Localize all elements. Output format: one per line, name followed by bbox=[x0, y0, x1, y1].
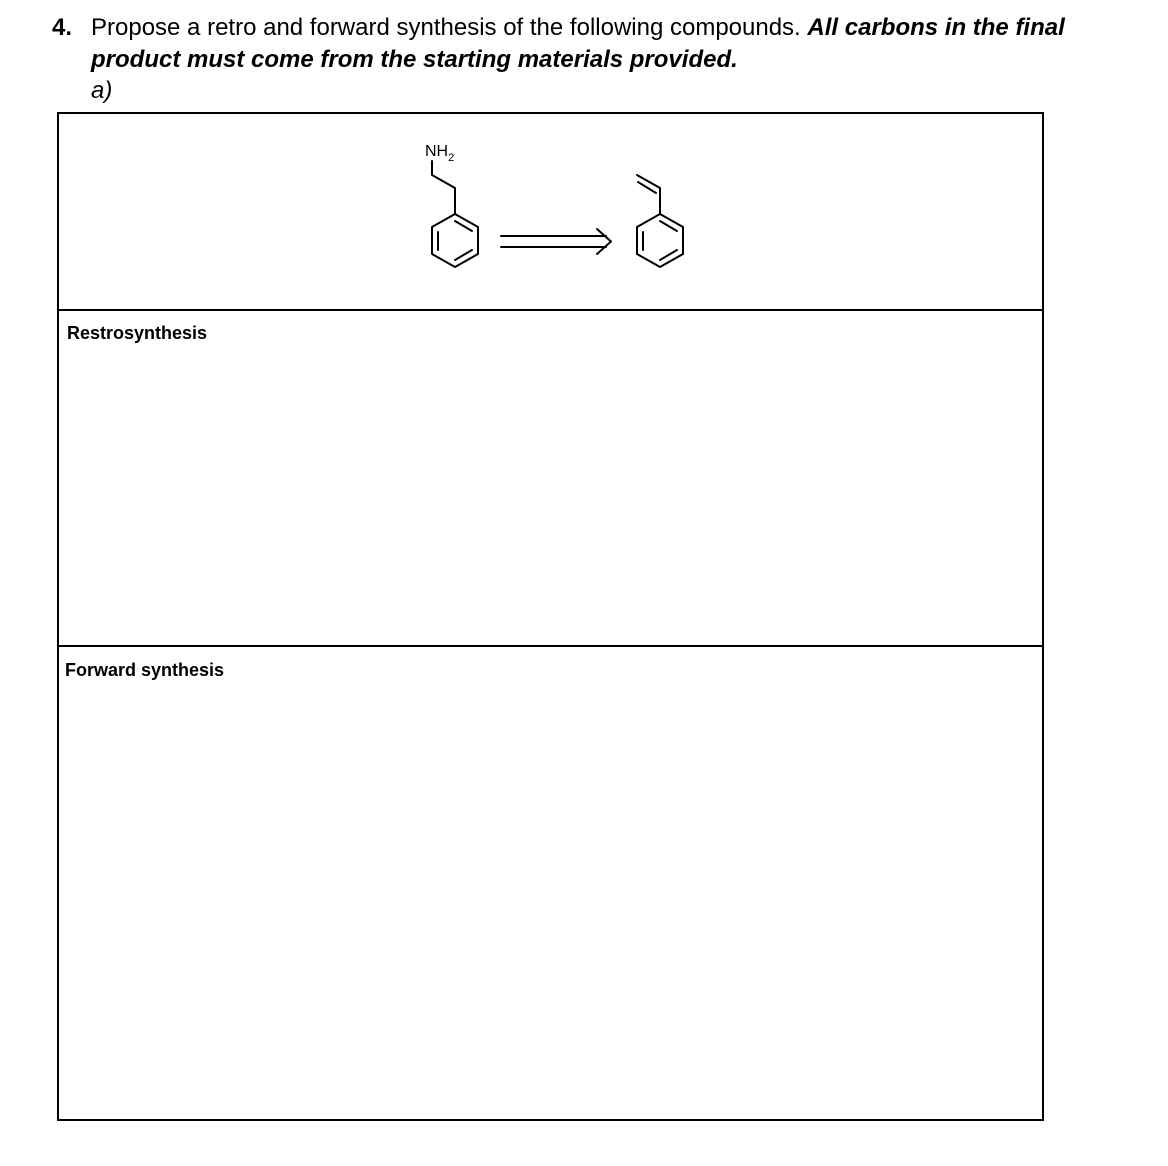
answer-box bbox=[57, 112, 1044, 1121]
question-line-1 bbox=[52, 12, 1152, 44]
question-intro: Propose a retro and forward synthesis of the following compounds. bbox=[91, 14, 801, 41]
forward-synthesis-answer-area[interactable] bbox=[59, 647, 1042, 1119]
product-structure bbox=[425, 143, 478, 267]
vinyl-double-bond-outer bbox=[637, 175, 660, 188]
ethyl-chain bbox=[432, 161, 455, 214]
amine-label: $NH_2$ bbox=[425, 143, 455, 164]
question-header bbox=[52, 12, 1152, 106]
retrosynthesis-answer-area[interactable] bbox=[59, 311, 1042, 647]
question-number: 4. bbox=[52, 14, 73, 41]
question-emphasis-start: All carbons in the final bbox=[807, 14, 1065, 41]
reaction-scheme-panel bbox=[59, 114, 1042, 311]
starting-material-structure bbox=[637, 175, 683, 267]
forward-synthesis-label: Forward synthesis bbox=[65, 660, 225, 680]
question-emphasis-end: product must come from the starting materials provided. bbox=[91, 46, 738, 73]
retrosynthesis-label: Restrosynthesis bbox=[67, 323, 208, 343]
retrosynthesis-arrow bbox=[501, 229, 611, 254]
question-part-label: a) bbox=[91, 77, 113, 104]
reaction-scheme bbox=[59, 114, 1042, 309]
